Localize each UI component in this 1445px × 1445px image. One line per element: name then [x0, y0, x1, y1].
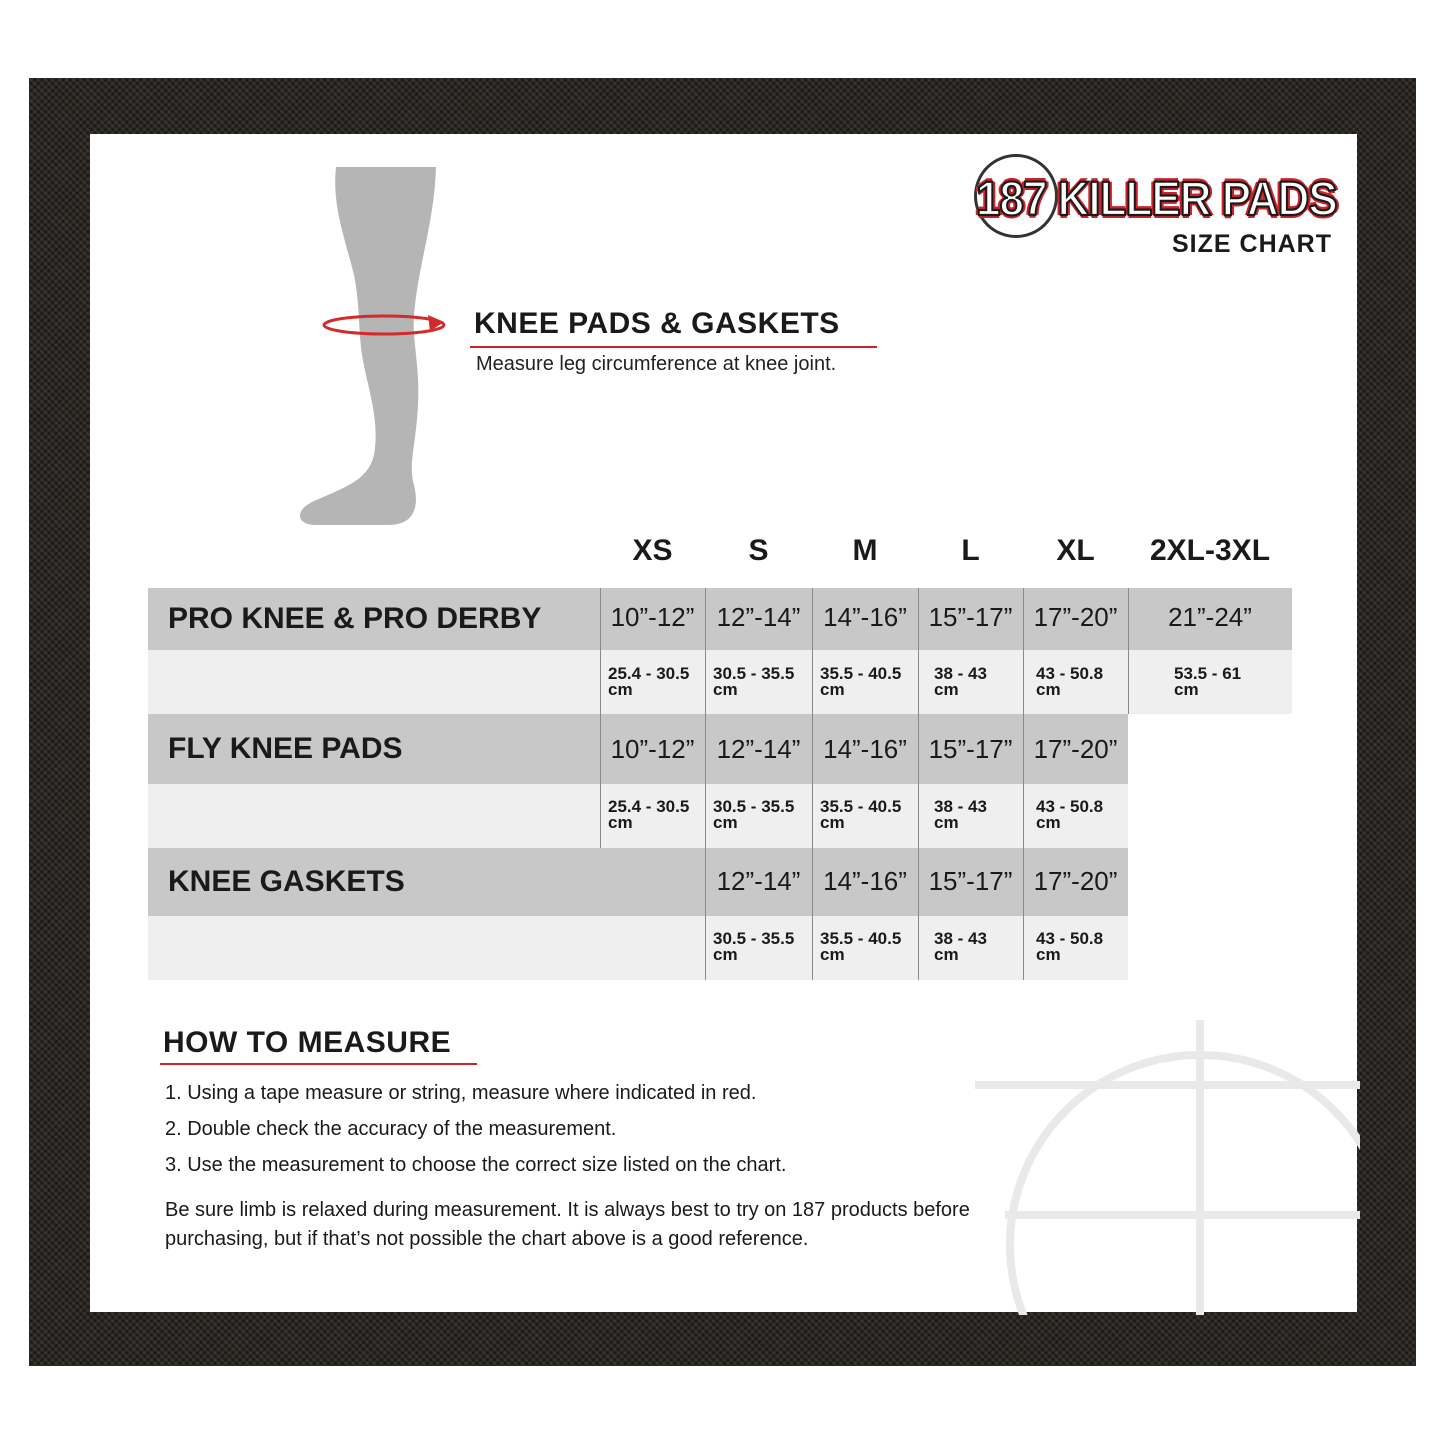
size-header-l: L — [961, 534, 980, 567]
column-divider — [812, 588, 813, 980]
pro-knee-inch-xs: 10”-12” — [610, 602, 695, 632]
knee-gaskets-inch-xl: 17”-20” — [1033, 866, 1118, 896]
pro-knee-cm-xl: 43 - 50.8 cm — [1036, 664, 1104, 699]
size-header-m: M — [852, 534, 878, 567]
knee-gaskets-inch-m: 14”-16” — [823, 866, 907, 896]
pro-knee-inch-m: 14”-16” — [823, 602, 907, 632]
size-header-s: S — [748, 534, 769, 567]
size-header-2xl-3xl: 2XL-3XL — [1149, 534, 1271, 567]
knee-gaskets-cm-l: 38 - 43 cm — [934, 929, 987, 964]
column-divider — [1023, 588, 1024, 980]
fly-knee-inch-m: 14”-16” — [823, 734, 907, 764]
fly-knee-cm-m: 35.5 - 40.5 cm — [820, 797, 902, 832]
fly-knee-inch-xl: 17”-20” — [1033, 734, 1118, 764]
pro-knee-inch-2xl: 21”-24” — [1168, 602, 1252, 632]
knee-gaskets-cm-m: 35.5 - 40.5 cm — [820, 929, 902, 964]
section-title-underline — [470, 346, 877, 348]
measure-step-1: 1. Using a tape measure or string, measure where indicated in red. — [165, 1082, 757, 1104]
pro-knee-cm-m: 35.5 - 40.5 cm — [820, 664, 902, 699]
fly-knee-cm-xs: 25.4 - 30.5 cm — [608, 797, 690, 832]
pro-knee-inch-xl: 17”-20” — [1033, 602, 1118, 632]
size-header-xl: XL — [1056, 534, 1095, 567]
pro-knee-cm-l: 38 - 43 cm — [934, 664, 987, 699]
knee-gaskets-inch-l: 15”-17” — [928, 866, 1013, 896]
logo-text: 187 KILLER PADS — [976, 172, 1337, 226]
pro-knee-inch-s: 12”-14” — [716, 602, 801, 632]
size-header-xs: XS — [632, 534, 673, 567]
how-to-measure-title: HOW TO MEASURE — [163, 1026, 452, 1059]
measure-step-3: 3. Use the measurement to choose the correct size listed on the chart. — [165, 1154, 787, 1176]
measure-note: Be sure limb is relaxed during measurement. It is always best to try on 187 products before purchasing, but if that’s not possible the chart above is a good reference. — [165, 1199, 970, 1250]
logo-subtitle: SIZE CHART — [1172, 230, 1332, 258]
column-divider — [918, 588, 919, 980]
fly-knee-cm-l: 38 - 43 cm — [934, 797, 987, 832]
crosshair-watermark-icon — [975, 1015, 1360, 1315]
pro-knee-cm-s: 30.5 - 35.5 cm — [713, 664, 795, 699]
section-subtitle: Measure leg circumference at knee joint. — [476, 353, 837, 375]
fly-knee-inch-l: 15”-17” — [928, 734, 1013, 764]
pro-knee-cm-xs: 25.4 - 30.5 cm — [608, 664, 690, 699]
section-title: KNEE PADS & GASKETS — [474, 307, 840, 340]
measure-step-2: 2. Double check the accuracy of the measurement. — [165, 1118, 617, 1140]
row-label-pro-knee: PRO KNEE & PRO DERBY — [168, 602, 542, 635]
pro-knee-cm-2xl: 53.5 - 61 cm — [1174, 664, 1242, 699]
knee-gaskets-cm-s: 30.5 - 35.5 cm — [713, 929, 795, 964]
row-label-fly-knee: FLY KNEE PADS — [168, 732, 403, 765]
fly-knee-inch-s: 12”-14” — [716, 734, 801, 764]
pro-knee-inch-l: 15”-17” — [928, 602, 1013, 632]
column-divider — [705, 588, 706, 980]
row-label-knee-gaskets: KNEE GASKETS — [168, 865, 405, 898]
leg-silhouette-icon — [296, 165, 456, 530]
fly-knee-cm-xl: 43 - 50.8 cm — [1036, 797, 1104, 832]
knee-gaskets-inch-s: 12”-14” — [716, 866, 801, 896]
fly-knee-cm-s: 30.5 - 35.5 cm — [713, 797, 795, 832]
brand-logo — [968, 148, 1340, 258]
fly-knee-inch-xs: 10”-12” — [610, 734, 695, 764]
how-to-measure-underline — [160, 1063, 477, 1065]
knee-gaskets-cm-xl: 43 - 50.8 cm — [1036, 929, 1104, 964]
